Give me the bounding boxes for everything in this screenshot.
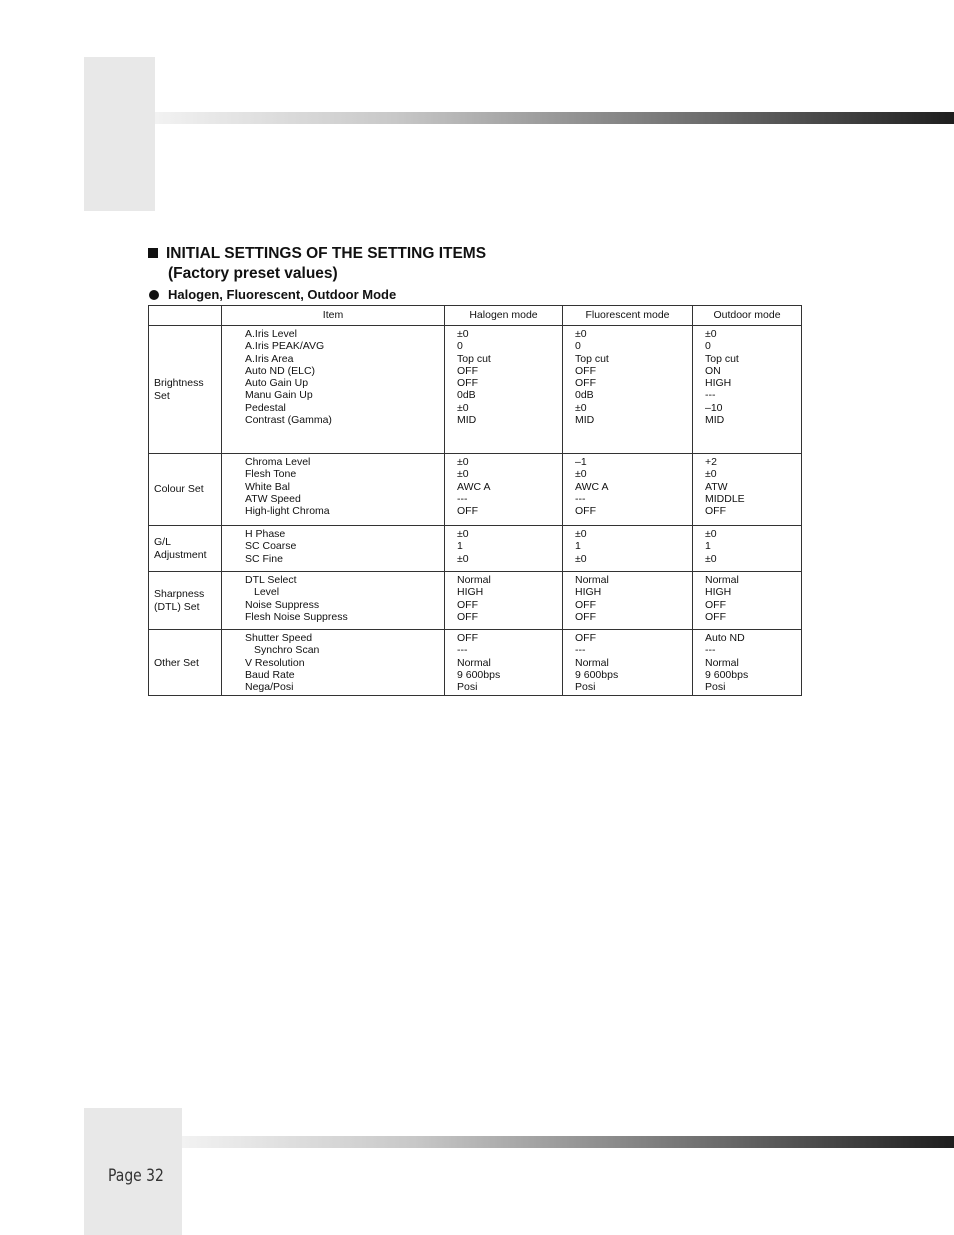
value-text: Auto ND — [705, 632, 745, 644]
header-item: Item — [222, 306, 445, 326]
group-label: Sharpness (DTL) Set — [149, 572, 222, 630]
value-text: OFF — [575, 377, 596, 390]
outdoor-values — [693, 326, 802, 454]
item-label: SC Coarse — [245, 540, 297, 553]
group-label: G/L Adjustment — [149, 526, 222, 572]
page-number: Page 32 — [108, 1166, 164, 1186]
footer-gradient-bar — [182, 1136, 954, 1148]
value-text: ±0 — [457, 456, 469, 468]
group-label: Brightness Set — [149, 326, 222, 454]
value-text: ±0 — [705, 468, 717, 481]
value-text: ±0 — [575, 401, 587, 414]
group-label: Colour Set — [149, 454, 222, 526]
value-text: Normal — [575, 574, 609, 586]
value-text: 0 — [705, 340, 711, 353]
item-label: A.Iris PEAK/AVG — [245, 340, 325, 353]
value-text: OFF — [457, 364, 478, 377]
value-text: --- — [457, 644, 468, 657]
value-text: 1 — [705, 540, 711, 553]
value-text: OFF — [575, 364, 596, 377]
item-label: Shutter Speed — [245, 632, 313, 644]
value-text: OFF — [457, 610, 478, 623]
item-label: Chroma Level — [245, 456, 311, 468]
halogen-values — [445, 526, 563, 572]
item-label: High-light Chroma — [245, 505, 330, 518]
item-label: Noise Suppress — [245, 598, 320, 611]
value-text: OFF — [575, 598, 596, 611]
value-text: ±0 — [457, 552, 469, 565]
value-text: --- — [705, 644, 716, 657]
item-label: Flesh Tone — [245, 468, 297, 481]
value-text: Top cut — [705, 352, 739, 365]
item-label: Level — [254, 586, 280, 599]
item-label: ATW Speed — [245, 492, 301, 505]
value-text: OFF — [705, 610, 726, 623]
fluorescent-values — [563, 572, 693, 630]
header-gradient-bar — [155, 112, 954, 124]
value-text: OFF — [575, 632, 596, 644]
item-list — [222, 572, 445, 630]
value-text: –1 — [575, 456, 587, 468]
item-label: Baud Rate — [245, 668, 295, 681]
value-text: ATW — [705, 480, 728, 493]
value-text: OFF — [575, 610, 596, 623]
value-text: Top cut — [457, 352, 491, 365]
group-label: Other Set — [149, 630, 222, 696]
value-text: AWC A — [575, 480, 609, 493]
header-fluorescent: Fluorescent mode — [563, 306, 693, 326]
round-bullet-icon — [149, 290, 159, 300]
value-text: ON — [705, 364, 721, 377]
heading-line-2: (Factory preset values) — [168, 265, 338, 282]
value-text: –10 — [705, 401, 723, 414]
item-label: Flesh Noise Suppress — [245, 610, 348, 623]
outdoor-values — [693, 526, 802, 572]
value-text: MID — [575, 414, 595, 427]
outdoor-values — [693, 454, 802, 526]
halogen-values — [445, 572, 563, 630]
fluorescent-values — [563, 326, 693, 454]
item-label: Auto ND (ELC) — [245, 364, 316, 377]
value-text: OFF — [705, 598, 726, 611]
table-row — [149, 326, 802, 454]
value-text: Normal — [705, 574, 739, 586]
header-outdoor: Outdoor mode — [693, 306, 802, 326]
value-text: 0 — [575, 340, 581, 353]
outdoor-values — [693, 572, 802, 630]
fluorescent-values — [563, 454, 693, 526]
subheading-text: Halogen, Fluorescent, Outdoor Mode — [168, 287, 397, 302]
value-text: ±0 — [575, 328, 587, 340]
value-text: MIDDLE — [705, 492, 745, 505]
value-text: 9 600bps — [575, 668, 619, 681]
halogen-values — [445, 454, 563, 526]
value-text: ±0 — [575, 528, 587, 540]
item-label: SC Fine — [245, 552, 283, 565]
value-text: 9 600bps — [457, 668, 501, 681]
item-label: Nega/Posi — [245, 681, 294, 694]
value-text: --- — [457, 492, 468, 505]
value-text: --- — [575, 492, 586, 505]
value-text: ±0 — [705, 328, 717, 340]
fluorescent-values — [563, 526, 693, 572]
value-text: 0dB — [575, 389, 594, 402]
halogen-values — [445, 326, 563, 454]
value-text: Top cut — [575, 352, 609, 365]
value-text: ±0 — [705, 528, 717, 540]
value-text: HIGH — [457, 586, 484, 599]
item-label: Auto Gain Up — [245, 377, 309, 390]
value-text: MID — [705, 414, 725, 427]
value-text: ±0 — [575, 552, 587, 565]
value-text: HIGH — [575, 586, 602, 599]
value-text: 0 — [457, 340, 463, 353]
item-label: Contrast (Gamma) — [245, 414, 332, 427]
value-text: ±0 — [457, 468, 469, 481]
item-list — [222, 630, 445, 696]
section-subheading — [149, 287, 396, 302]
value-text: Posi — [705, 681, 726, 694]
value-text: Normal — [457, 656, 491, 669]
value-text: +2 — [705, 456, 717, 468]
section-heading — [148, 244, 486, 284]
heading-line-1: INITIAL SETTINGS OF THE SETTING ITEMS — [166, 245, 487, 262]
value-text: OFF — [457, 632, 478, 644]
outdoor-values — [693, 630, 802, 696]
value-text: ±0 — [457, 328, 469, 340]
value-text: Posi — [457, 681, 478, 694]
item-label: Synchro Scan — [254, 644, 320, 657]
table-row — [149, 526, 802, 572]
header-halogen: Halogen mode — [445, 306, 563, 326]
item-list — [222, 454, 445, 526]
item-label: Manu Gain Up — [245, 389, 313, 402]
value-text: ±0 — [575, 468, 587, 481]
value-text: HIGH — [705, 586, 732, 599]
value-text: AWC A — [457, 480, 491, 493]
value-text: 1 — [457, 540, 463, 553]
value-text: 0dB — [457, 389, 476, 402]
settings-table — [148, 305, 802, 696]
table-row — [149, 572, 802, 630]
value-text: OFF — [457, 505, 478, 518]
item-label: Pedestal — [245, 401, 286, 414]
value-text: OFF — [705, 505, 726, 518]
value-text: Normal — [575, 656, 609, 669]
table-row — [149, 454, 802, 526]
item-label: H Phase — [245, 528, 286, 540]
item-label: V Resolution — [245, 656, 305, 669]
item-label: White Bal — [245, 480, 290, 493]
value-text: Posi — [575, 681, 596, 694]
value-text: --- — [575, 644, 586, 657]
item-label: A.Iris Level — [245, 328, 297, 340]
value-text: MID — [457, 414, 477, 427]
value-text: HIGH — [705, 377, 732, 390]
value-text: Normal — [705, 656, 739, 669]
value-text: Normal — [457, 574, 491, 586]
value-text: OFF — [457, 598, 478, 611]
value-text: ±0 — [705, 552, 717, 565]
value-text: OFF — [575, 505, 596, 518]
fluorescent-values — [563, 630, 693, 696]
square-bullet-icon — [148, 248, 158, 258]
value-text: ±0 — [457, 401, 469, 414]
value-text: OFF — [457, 377, 478, 390]
item-label: A.Iris Area — [245, 352, 294, 365]
header-blank — [149, 306, 222, 326]
halogen-values — [445, 630, 563, 696]
item-list — [222, 526, 445, 572]
value-text: 1 — [575, 540, 581, 553]
item-list — [222, 326, 445, 454]
header-tab — [84, 57, 155, 211]
value-text: 9 600bps — [705, 668, 749, 681]
table-row — [149, 630, 802, 696]
value-text: ±0 — [457, 528, 469, 540]
item-label: DTL Select — [245, 574, 297, 586]
value-text: --- — [705, 389, 716, 402]
table-header-row — [149, 306, 802, 326]
